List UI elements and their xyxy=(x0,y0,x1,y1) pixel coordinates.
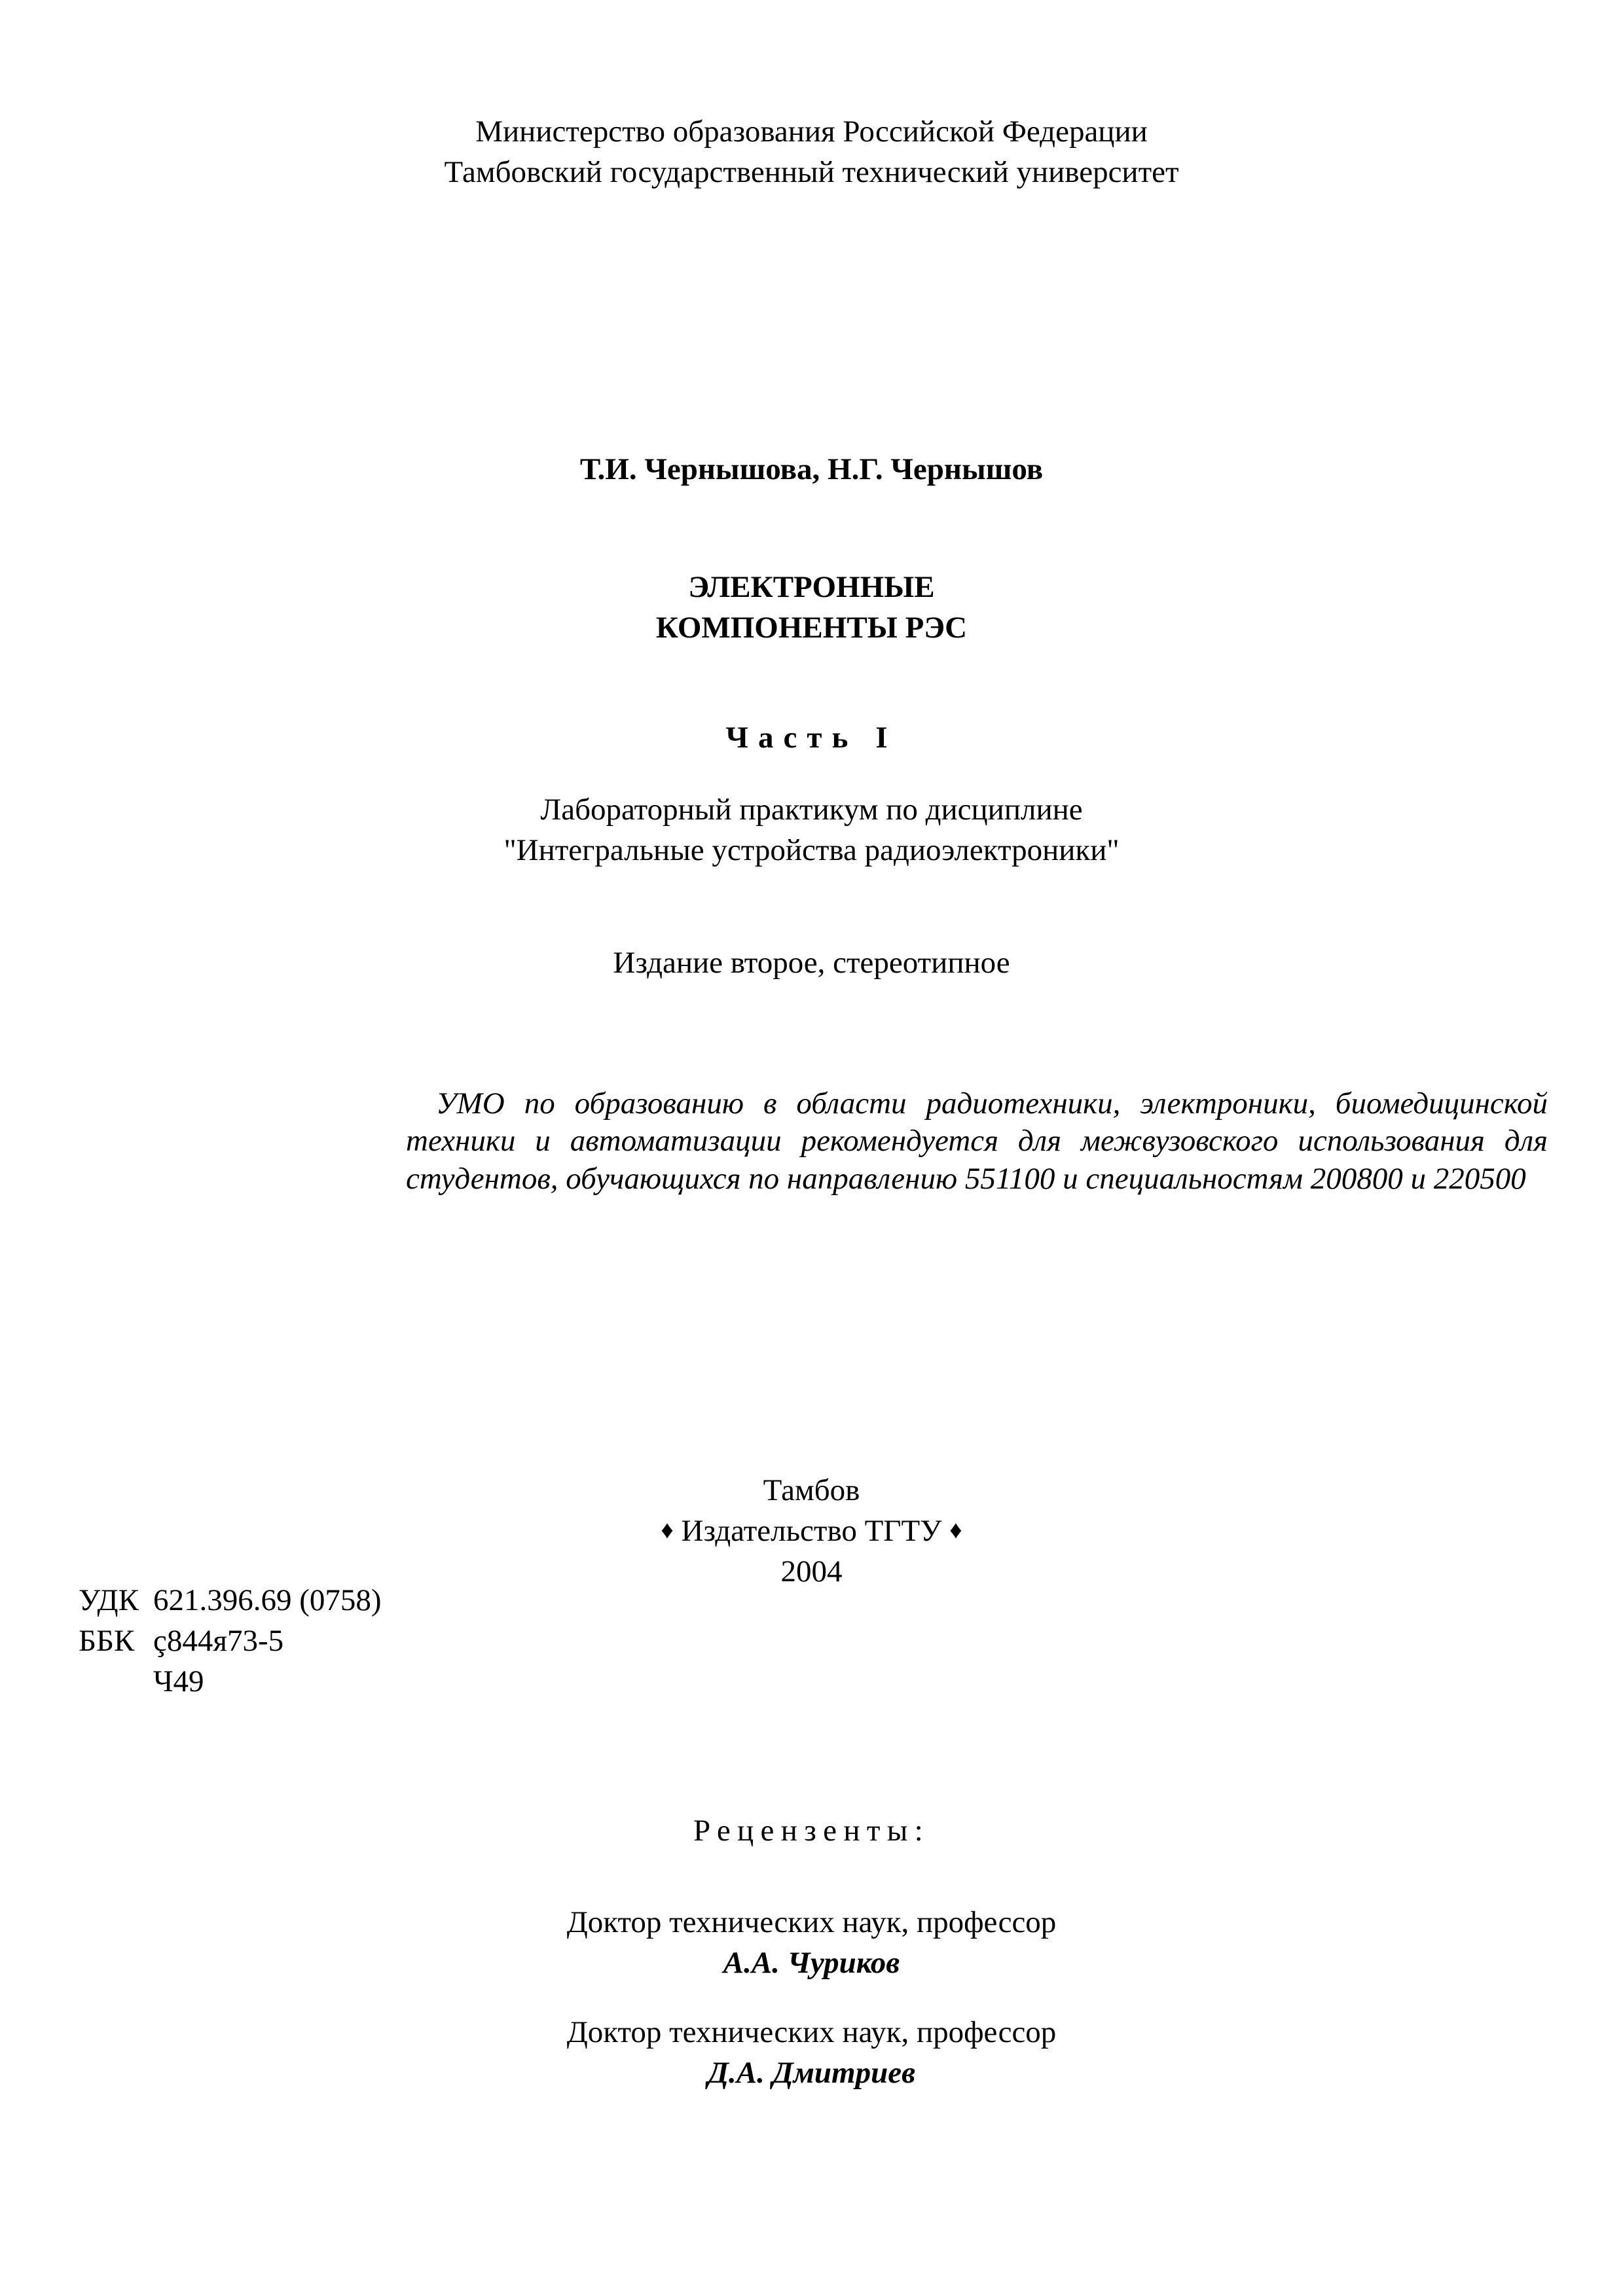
reviewer-position: Доктор технических наук, профессор xyxy=(566,2015,1057,2049)
bbk-row xyxy=(79,1621,382,1661)
reviewer-name: А.А. Чуриков xyxy=(723,1946,900,1981)
book-title xyxy=(0,567,1623,648)
authors: Т.И. Чернышова, Н.Г. Чернышов xyxy=(579,452,1044,486)
reviewers-heading: Рецензенты: xyxy=(693,1814,930,1848)
imprint-publisher-line xyxy=(0,1511,1623,1551)
udk-value: 621.396.69 (0758) xyxy=(153,1583,382,1617)
udk-row xyxy=(79,1580,382,1621)
edition-note: Издание второе, стереотипное xyxy=(613,946,1010,980)
udk-label: УДК xyxy=(79,1583,139,1617)
subtitle-line-2: "Интегральные устройства радиоэлектроники" xyxy=(503,833,1120,868)
subtitle xyxy=(0,789,1623,870)
imprint-publisher: Издательство ТГТУ xyxy=(681,1514,942,1549)
imprint-city: Тамбов xyxy=(763,1473,860,1507)
publisher-header xyxy=(79,111,1544,192)
classification-codes xyxy=(79,1580,382,1702)
ministry-name: Министерство образования Российской Федерации xyxy=(475,115,1148,149)
imprint xyxy=(0,1470,1623,1592)
diamond-right-icon: ♦ xyxy=(949,1516,962,1545)
reviewer-position: Доктор технических наук, профессор xyxy=(566,1905,1057,1939)
bbk-value: ç844я73-5 xyxy=(153,1624,284,1659)
author-mark: Ч49 xyxy=(153,1664,204,1699)
book-title-line-2: КОМПОНЕНТЫ РЭС xyxy=(655,611,968,645)
part-number: Часть I xyxy=(725,721,898,755)
author-mark-row xyxy=(79,1661,382,1702)
university-name: Тамбовский государственный технический университет xyxy=(444,155,1179,190)
imprint-year: 2004 xyxy=(780,1554,843,1589)
subtitle-line-1: Лабораторный практикум по дисциплине xyxy=(540,793,1083,827)
reviewer xyxy=(0,1902,1623,1983)
book-title-line-1: ЭЛЕКТРОННЫЕ xyxy=(688,570,935,604)
diamond-left-icon: ♦ xyxy=(661,1516,674,1545)
umo-recommendation: УМО по образованию в области радиотехники, электроники, биомедицинской техники и автоматизации рекомендуется для межвузовского использования для студентов, обучающихся по направлению 551100 и специальностям 200800 и 220500 xyxy=(406,1086,1548,1196)
bbk-label: ББК xyxy=(79,1624,135,1659)
reviewer-name: Д.А. Дмитриев xyxy=(707,2056,916,2090)
reviewer xyxy=(0,2012,1623,2093)
